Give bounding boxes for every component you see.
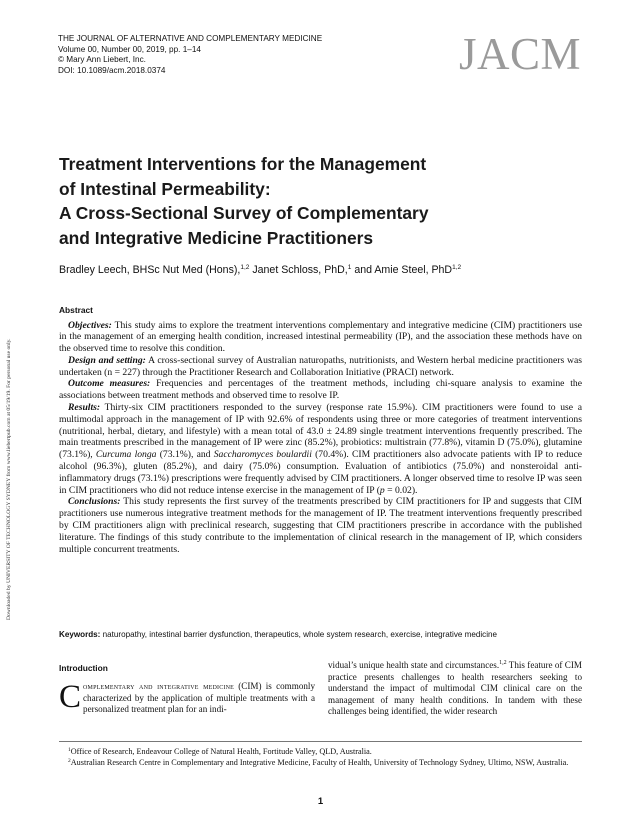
journal-name: THE JOURNAL OF ALTERNATIVE AND COMPLEMENTARY MEDICINE	[58, 34, 323, 43]
footnote-text: Australian Research Centre in Complementary and Integrative Medicine, Faculty of Health, University of Technology Sydney, Ultimo, NSW, Australia.	[70, 757, 569, 767]
copyright-line: © Mary Ann Liebert, Inc.	[58, 55, 146, 65]
conclusions-text: This study represents the first survey of the treatments prescribed by CIM practitioners for IP and suggests that CIM practitioners use numerous integrative treatment methods for the management of IP. The treatment interventions frequently prescribed by CIM practitioners align with preclinical research, suggesting that CIM practitioners prescribe in accordance with the published literature. The findings of this study contribute to the implementation of clinical research in the management of IP, which considers multiple concurrent treatments.	[59, 496, 582, 555]
results-label: Results:	[68, 402, 101, 414]
title-line: of Intestinal Permeability:	[59, 178, 271, 199]
abstract-objectives	[59, 320, 582, 355]
author-affiliation-marker: 1,2	[240, 264, 250, 271]
introduction-heading: Introduction	[59, 663, 108, 673]
footnote-text: Office of Research, Endeavour College of Natural Health, Fortitude Valley, QLD, Australia.	[70, 747, 372, 756]
footnote-divider	[59, 741, 582, 742]
intro-right-text: This feature of CIM practice presents challenges to health researchers seeking to understand the impact of multimodal CIM clinical care on the management of many health conditions. In tandem with these challenges being identified, the wider research	[328, 660, 582, 717]
author-affiliation-marker: 1,2	[452, 264, 462, 271]
author-affiliation-marker: 1	[347, 264, 352, 271]
results-p-symbol: p	[379, 484, 385, 496]
abstract-results	[59, 402, 582, 496]
introduction-paragraph-continued	[328, 660, 582, 718]
keywords	[59, 630, 582, 639]
conclusions-label: Conclusions:	[68, 496, 121, 508]
journal-header	[58, 34, 322, 76]
design-label: Design and setting:	[68, 354, 146, 366]
title-line: A Cross-Sectional Survey of Complementary	[59, 203, 429, 224]
keywords-text: naturopathy, intestinal barrier dysfunction, therapeutics, whole system research, exercise, integrative medicine	[100, 630, 498, 639]
affiliation-footnotes	[59, 747, 582, 769]
doi-line: DOI: 10.1089/acm.2018.0374	[58, 65, 166, 75]
download-side-note-text: Downloaded by UNIVERSITY OF TECHNOLOGY SYDNEY from www.liebertpub.com at 05/19/19. For personal use only.	[6, 338, 12, 620]
drop-cap: C	[59, 679, 82, 715]
footnote	[59, 747, 582, 758]
volume-line: Volume 00, Number 00, 2019, pp. 1–14	[58, 44, 201, 54]
outcome-label: Outcome measures:	[68, 378, 151, 390]
title-line: Treatment Interventions for the Management	[59, 154, 427, 174]
abstract-design	[59, 355, 582, 379]
results-species: Curcuma longa	[95, 449, 157, 461]
results-text: (73.1%), and	[156, 449, 214, 461]
outcome-text: Frequencies and percentages of the treatment methods, including chi-square analysis to examine the associations between treatment methods and observed time to resolve IP.	[59, 378, 582, 402]
abstract-body	[59, 320, 582, 556]
keywords-label: Keywords:	[59, 630, 101, 639]
author-schloss: Janet Schloss, PhD,	[249, 264, 348, 276]
objectives-text: This study aims to explore the treatment interventions complementary and integrative medicine (CIM) practitioners use in the management of an emerging health condition, increased intestinal permeability (IP), and the association these methods have on the observed time to resolve this condition.	[59, 319, 582, 355]
journal-logo: JACM	[458, 29, 581, 79]
introduction-left-column	[59, 681, 315, 716]
intro-left-text: (CIM) is commonly characterized by the application of multiple treatments with a personalized treatment plan for an indi-	[83, 681, 315, 715]
abstract-outcome	[59, 378, 582, 402]
citation-marker: 1,2	[499, 660, 507, 666]
introduction-paragraph	[59, 681, 315, 716]
objectives-label: Objectives:	[68, 319, 112, 331]
results-text: Thirty-six CIM practitioners responded to the survey (response rate 15.9%). CIM practitioners were found to use a multimodal approach in the management of IP with 92.6% of respondents using three or more categories of treatment interventions (nutritional, herbal, dietary, and lifestyle) with a mean total of 43.0 ± 24.89 single treatment interventions frequently prescribed. The main treatments prescribed in the management of IP were zinc (85.2%), probiotics: multistrain (77.8%), vitamin D (75.0%), glutamine (73.1%),	[59, 402, 582, 461]
article-title	[59, 152, 529, 250]
footnote-marker: 2	[68, 757, 71, 764]
author-leech: Bradley Leech, BHSc Nut Med (Hons),	[59, 264, 241, 276]
design-text: A cross-sectional survey of Australian naturopaths, nutritionists, and Western herbal medicine practitioners was undertaken (n = 227) through the Practitioner Research and Collaboration Initiative (PRACI) network.	[59, 354, 582, 378]
intro-right-text: vidual’s unique health state and circumstances.	[328, 660, 500, 670]
download-side-note	[1, 210, 11, 620]
page-number: 1	[317, 796, 324, 807]
abstract-conclusions	[59, 496, 582, 555]
footnote-marker: 1	[68, 747, 71, 753]
results-species: Saccharomyces boulardii	[213, 449, 312, 461]
author-steel: and Amie Steel, PhD	[351, 264, 453, 276]
results-text: = 0.02).	[384, 484, 418, 496]
author-list	[59, 264, 461, 276]
introduction-right-column	[328, 660, 582, 718]
intro-smallcaps: omplementary and integrative medicine	[83, 681, 235, 691]
abstract-heading: Abstract	[59, 305, 93, 315]
footnote	[59, 758, 582, 769]
results-text: (70.4%). CIM practitioners also advocate patients with IP to reduce alcohol (96.3%), gluten (85.2%), and dairy (75.0%) consumption. Evaluation of antibiotics (75.0%) and nonsteroidal anti-inflammatory drugs (73.1%) prescriptions were frequently advised by CIM practitioners. A longer observed time to resolve IP was seen in CIM practitioners who did not reduce intense exercise in the management of IP (	[59, 449, 582, 496]
title-line: and Integrative Medicine Practitioners	[59, 227, 374, 248]
